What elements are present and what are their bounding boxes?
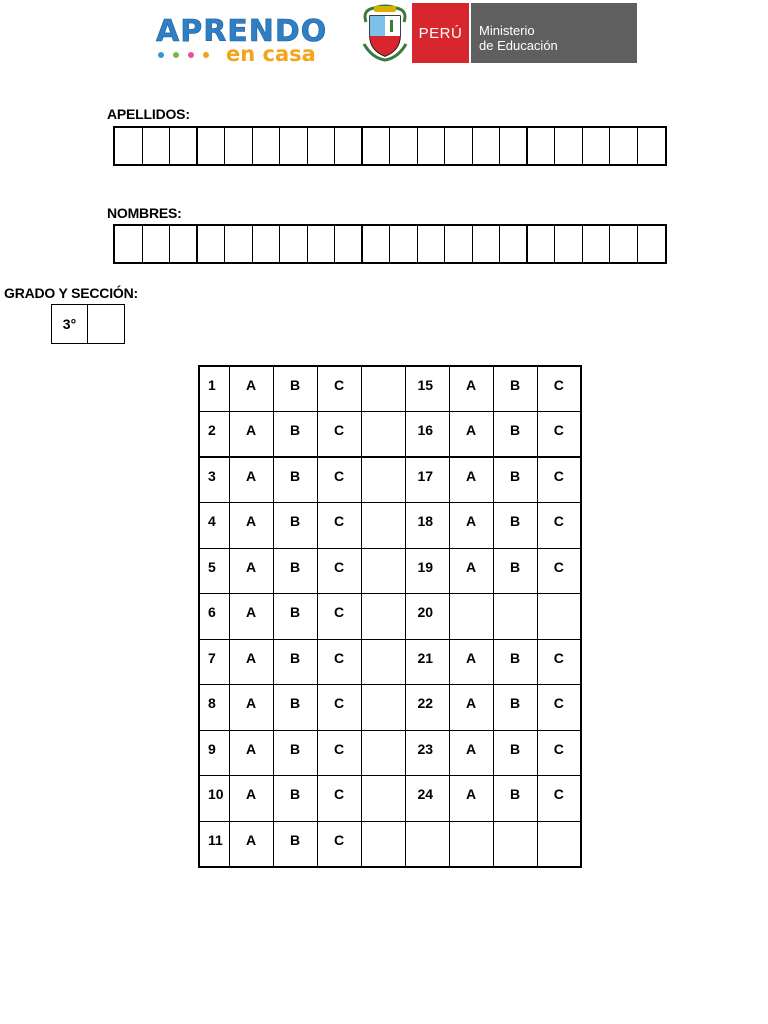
letter-box[interactable] — [170, 226, 198, 262]
answer-row — [199, 821, 581, 867]
spacer-cell — [361, 685, 405, 731]
answer-option[interactable]: C — [317, 821, 361, 867]
letter-box[interactable] — [115, 128, 143, 164]
logo-dot — [203, 52, 209, 58]
letter-box[interactable] — [335, 128, 363, 164]
answer-option[interactable]: C — [317, 685, 361, 731]
spacer-cell — [361, 548, 405, 594]
letter-box[interactable] — [198, 226, 226, 262]
answer-option[interactable]: A — [229, 412, 273, 458]
answer-option[interactable]: A — [229, 503, 273, 549]
letter-box[interactable] — [555, 128, 583, 164]
letter-box[interactable] — [198, 128, 226, 164]
spacer-cell — [361, 776, 405, 822]
letter-box[interactable] — [170, 128, 198, 164]
letter-box[interactable] — [418, 226, 446, 262]
question-number: 6 — [199, 594, 229, 640]
spacer-cell — [361, 457, 405, 503]
question-number: 4 — [199, 503, 229, 549]
answer-option[interactable] — [493, 594, 537, 640]
answer-option[interactable]: A — [449, 412, 493, 458]
letter-box[interactable] — [143, 128, 171, 164]
ministry-line-2: de Educación — [479, 38, 558, 53]
answer-option[interactable]: A — [449, 639, 493, 685]
question-number: 8 — [199, 685, 229, 731]
answer-option[interactable]: C — [317, 730, 361, 776]
answer-option[interactable] — [537, 594, 581, 640]
answer-option[interactable]: C — [317, 457, 361, 503]
answer-row — [199, 639, 581, 685]
letter-box[interactable] — [363, 226, 391, 262]
ministry-label — [471, 3, 637, 63]
question-number: 20 — [405, 594, 449, 640]
answer-option[interactable]: C — [537, 639, 581, 685]
answer-option[interactable]: C — [317, 503, 361, 549]
question-number: 19 — [405, 548, 449, 594]
letter-box[interactable] — [308, 128, 336, 164]
answer-option[interactable]: B — [273, 366, 317, 412]
letter-box[interactable] — [583, 128, 611, 164]
letter-box[interactable] — [610, 128, 638, 164]
answer-option[interactable]: C — [317, 776, 361, 822]
answer-option[interactable] — [449, 594, 493, 640]
answer-row — [199, 548, 581, 594]
answer-option[interactable]: B — [273, 776, 317, 822]
answer-option[interactable]: C — [537, 366, 581, 412]
answer-option[interactable]: B — [493, 412, 537, 458]
answer-option[interactable]: A — [449, 685, 493, 731]
letter-box[interactable] — [390, 226, 418, 262]
letter-box[interactable] — [500, 128, 528, 164]
letter-box[interactable] — [528, 128, 556, 164]
letter-box[interactable] — [418, 128, 446, 164]
answer-option[interactable]: B — [493, 776, 537, 822]
apellidos-label: APELLIDOS: — [107, 106, 190, 122]
question-number: 9 — [199, 730, 229, 776]
question-number: 15 — [405, 366, 449, 412]
answer-row — [199, 412, 581, 458]
grado-value: 3° — [52, 305, 88, 343]
answer-option[interactable]: A — [229, 685, 273, 731]
answer-option[interactable]: B — [493, 457, 537, 503]
answer-row — [199, 457, 581, 503]
letter-box[interactable] — [143, 226, 171, 262]
letter-box[interactable] — [555, 226, 583, 262]
answer-option[interactable]: C — [537, 412, 581, 458]
answer-option[interactable]: B — [273, 821, 317, 867]
spacer-cell — [361, 730, 405, 776]
answer-option[interactable]: B — [273, 685, 317, 731]
peru-label: PERÚ — [412, 3, 469, 63]
answer-option[interactable]: C — [317, 366, 361, 412]
answer-option[interactable]: C — [317, 412, 361, 458]
grado-seccion-boxes — [51, 304, 125, 344]
letter-box[interactable] — [500, 226, 528, 262]
question-number: 7 — [199, 639, 229, 685]
answer-option[interactable]: A — [449, 503, 493, 549]
answer-option[interactable]: C — [537, 685, 581, 731]
answer-option[interactable]: C — [537, 457, 581, 503]
letter-box[interactable] — [280, 226, 308, 262]
letter-box[interactable] — [225, 226, 253, 262]
answer-option[interactable]: A — [229, 730, 273, 776]
answer-option[interactable] — [537, 821, 581, 867]
question-number: 3 — [199, 457, 229, 503]
answer-option[interactable]: B — [273, 503, 317, 549]
grado-seccion-label: GRADO Y SECCIÓN: — [4, 285, 138, 301]
answer-option[interactable]: A — [449, 457, 493, 503]
letter-box[interactable] — [390, 128, 418, 164]
letter-box[interactable] — [115, 226, 143, 262]
letter-box[interactable] — [445, 226, 473, 262]
answer-option[interactable]: B — [273, 457, 317, 503]
letter-box[interactable] — [473, 226, 501, 262]
logo-dots — [158, 52, 209, 58]
letter-box[interactable] — [253, 128, 281, 164]
answer-option[interactable] — [449, 821, 493, 867]
answer-row — [199, 594, 581, 640]
answer-option[interactable]: B — [493, 503, 537, 549]
answer-option[interactable]: B — [273, 594, 317, 640]
logo-sub-text: en casa — [226, 42, 316, 66]
letter-box[interactable] — [638, 128, 666, 164]
answer-option[interactable] — [493, 821, 537, 867]
answer-row — [199, 776, 581, 822]
question-number: 24 — [405, 776, 449, 822]
letter-box[interactable] — [528, 226, 556, 262]
question-number: 18 — [405, 503, 449, 549]
logo-dot — [173, 52, 179, 58]
letter-box[interactable] — [280, 128, 308, 164]
answer-option[interactable]: B — [493, 366, 537, 412]
logo-main-text: APRENDO — [156, 14, 328, 49]
peru-coat-of-arms-icon — [360, 4, 410, 62]
answer-row — [199, 730, 581, 776]
spacer-cell — [361, 366, 405, 412]
spacer-cell — [361, 594, 405, 640]
answer-option[interactable]: A — [229, 776, 273, 822]
answer-option[interactable]: B — [273, 412, 317, 458]
answer-row — [199, 685, 581, 731]
letter-box[interactable] — [473, 128, 501, 164]
answer-option[interactable]: A — [229, 366, 273, 412]
answer-option[interactable]: B — [273, 639, 317, 685]
question-number: 21 — [405, 639, 449, 685]
nombres-label: NOMBRES: — [107, 205, 182, 221]
answer-option[interactable]: B — [493, 730, 537, 776]
answer-option[interactable]: C — [537, 776, 581, 822]
answer-option[interactable]: C — [317, 548, 361, 594]
answer-option[interactable]: C — [317, 594, 361, 640]
answer-option[interactable]: A — [229, 457, 273, 503]
answer-option[interactable]: B — [273, 548, 317, 594]
logo-dot — [158, 52, 164, 58]
question-number: 10 — [199, 776, 229, 822]
answer-option[interactable]: B — [493, 639, 537, 685]
spacer-cell — [361, 821, 405, 867]
answer-option[interactable]: A — [229, 548, 273, 594]
answer-row — [199, 503, 581, 549]
answer-option[interactable]: C — [317, 639, 361, 685]
letter-box[interactable] — [335, 226, 363, 262]
answer-option[interactable]: B — [273, 730, 317, 776]
question-number: 1 — [199, 366, 229, 412]
answer-grid — [198, 365, 582, 868]
answer-option[interactable]: B — [493, 685, 537, 731]
answer-option[interactable]: C — [537, 503, 581, 549]
answer-option[interactable]: C — [537, 730, 581, 776]
nombres-boxes[interactable] — [113, 224, 667, 264]
seccion-field[interactable] — [88, 305, 124, 343]
answer-option[interactable]: C — [537, 548, 581, 594]
question-number: 11 — [199, 821, 229, 867]
answer-option[interactable]: B — [493, 548, 537, 594]
letter-box[interactable] — [583, 226, 611, 262]
spacer-cell — [361, 639, 405, 685]
apellidos-boxes[interactable] — [113, 126, 667, 166]
letter-box[interactable] — [225, 128, 253, 164]
letter-box[interactable] — [363, 128, 391, 164]
letter-box[interactable] — [308, 226, 336, 262]
answer-row — [199, 366, 581, 412]
logo-dot — [188, 52, 194, 58]
question-number: 22 — [405, 685, 449, 731]
letter-box[interactable] — [253, 226, 281, 262]
answer-option[interactable]: A — [449, 366, 493, 412]
question-number: 23 — [405, 730, 449, 776]
question-number: 16 — [405, 412, 449, 458]
letter-box[interactable] — [445, 128, 473, 164]
letter-box[interactable] — [610, 226, 638, 262]
question-number: 5 — [199, 548, 229, 594]
answer-option[interactable]: A — [229, 639, 273, 685]
answer-option[interactable]: A — [449, 730, 493, 776]
spacer-cell — [361, 503, 405, 549]
answer-option[interactable]: A — [229, 821, 273, 867]
answer-option[interactable]: A — [449, 548, 493, 594]
answer-option[interactable]: A — [229, 594, 273, 640]
ministry-line-1: Ministerio — [479, 23, 535, 38]
question-number: 2 — [199, 412, 229, 458]
question-number: 17 — [405, 457, 449, 503]
letter-box[interactable] — [638, 226, 666, 262]
answer-option[interactable]: A — [449, 776, 493, 822]
aprendo-en-casa-logo — [152, 12, 332, 67]
question-number — [405, 821, 449, 867]
spacer-cell — [361, 412, 405, 458]
